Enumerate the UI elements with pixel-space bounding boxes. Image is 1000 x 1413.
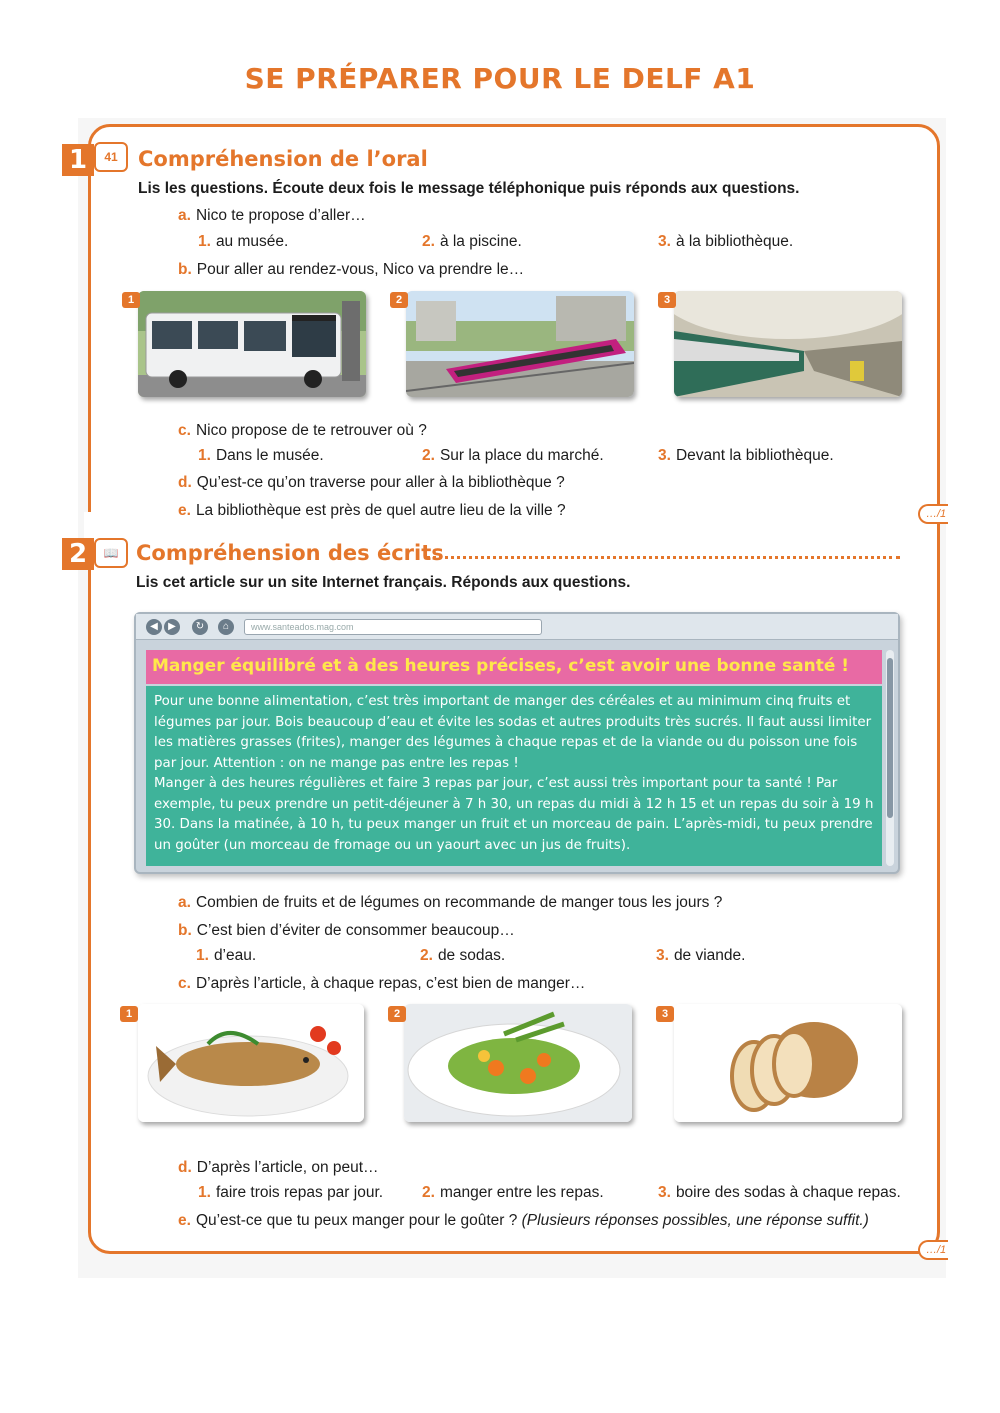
book-icon: 📖	[94, 538, 128, 568]
photo-badge-1: 1	[122, 292, 140, 308]
section-1-title: Compréhension de l’oral	[138, 147, 428, 171]
photo-badge-2: 2	[390, 292, 408, 308]
section-2-instruction: Lis cet article sur un site Internet français. Réponds aux questions.	[136, 574, 631, 591]
option-1c-3[interactable]: 3. Devant la bibliothèque.	[658, 447, 834, 464]
option-1a-2[interactable]: 2. à la piscine.	[422, 233, 522, 250]
article-paragraph-1: Pour une bonne alimentation, c’est très important de manger des céréales et au minimum cinq fruits et légumes par jour. Bois beaucoup d’eau et évite les sodas et autres produits très sucrés. Il faut aussi limiter les matières grasses (frites), manger des légumes à chaque repas et de la viande ou du poisson une fois par jour. Attention : on ne mange pas entre les repas !	[154, 694, 872, 771]
question-2e-note: (Plusieurs réponses possibles, une réponse suffit.)	[521, 1212, 869, 1229]
vegetables-photo[interactable]	[404, 1004, 632, 1122]
bread-photo[interactable]	[674, 1004, 902, 1122]
question-2a: a. Combien de fruits et de légumes on recommande de manger tous les jours ?	[178, 894, 723, 911]
browser-toolbar	[136, 614, 898, 640]
question-1e: e. La bibliothèque est près de quel autre lieu de la ville ?	[178, 502, 566, 519]
article-scrollbar[interactable]	[886, 650, 894, 866]
section-1-score: …/1	[918, 504, 948, 524]
photo-badge-3: 3	[658, 292, 676, 308]
home-icon[interactable]: ⌂	[218, 619, 234, 635]
question-1b: b. Pour aller au rendez-vous, Nico va prendre le…	[178, 261, 525, 278]
option-2d-3[interactable]: 3. boire des sodas à chaque repas.	[658, 1184, 901, 1201]
refresh-icon[interactable]: ↻	[192, 619, 208, 635]
question-1a: a. Nico te propose d’aller…	[178, 207, 366, 224]
forward-icon[interactable]: ▶	[164, 619, 180, 635]
question-1d: d. Qu’est-ce qu’on traverse pour aller à la bibliothèque ?	[178, 474, 565, 491]
fish-photo[interactable]	[138, 1004, 364, 1122]
section-2-title: Compréhension des écrits	[136, 541, 444, 565]
section-2-number: 2	[62, 538, 94, 570]
audio-track-icon	[94, 142, 128, 172]
tram-photo[interactable]	[406, 291, 634, 397]
page-title: SE PRÉPARER POUR LE DELF A1	[244, 62, 756, 95]
scrollbar-thumb[interactable]	[887, 658, 893, 818]
question-1c: c. Nico propose de te retrouver où ?	[178, 422, 427, 439]
article-body	[146, 686, 882, 866]
section-1-instruction: Lis les questions. Écoute deux fois le message téléphonique puis réponds aux questions.	[138, 180, 800, 197]
audio-track-number: 41	[104, 150, 118, 164]
option-2d-1[interactable]: 1. faire trois repas par jour.	[198, 1184, 384, 1201]
section-1-number: 1	[62, 144, 94, 176]
question-2d: d. D’après l’article, on peut…	[178, 1159, 379, 1176]
question-2e: e. Qu’est-ce que tu peux manger pour le goûter ? (Plusieurs réponses possibles, une réponse suffit.)	[178, 1212, 869, 1229]
option-1a-1[interactable]: 1. au musée.	[198, 233, 289, 250]
photo-badge-2: 2	[388, 1006, 406, 1022]
back-icon[interactable]: ◀	[146, 619, 162, 635]
option-2d-2[interactable]: 2. manger entre les repas.	[422, 1184, 604, 1201]
option-1a-3[interactable]: 3. à la bibliothèque.	[658, 233, 794, 250]
bus-photo[interactable]	[138, 291, 366, 397]
option-2b-3[interactable]: 3. de viande.	[656, 947, 746, 964]
browser-window	[134, 612, 900, 874]
address-bar[interactable]: www.santeados.mag.com	[244, 619, 542, 635]
metro-photo[interactable]	[674, 291, 902, 397]
section-2-divider	[426, 556, 900, 559]
section-2-score: …/1	[918, 1240, 948, 1260]
article-paragraph-2: Manger à des heures régulières et faire 3 repas par jour, c’est aussi très important pour ta santé ! Par exemple, tu peux prendre un petit-déjeuner à 7 h 30, un repas du midi à 12 h 15 et un repas du soir à 19 h 30. Dans la matinée, à 10 h, tu peux manger un fruit et un morceau de pain. L’après-midi, tu peux prendre un goûter (un morceau de fromage ou un yaourt avec un jus de fruits).	[154, 776, 874, 853]
article-title: Manger équilibré et à des heures précises, c’est avoir une bonne santé !	[146, 650, 882, 684]
photo-badge-1: 1	[120, 1006, 138, 1022]
question-2c: c. D’après l’article, à chaque repas, c’est bien de manger…	[178, 975, 586, 992]
photo-badge-3: 3	[656, 1006, 674, 1022]
option-2b-1[interactable]: 1. d’eau.	[196, 947, 257, 964]
question-2b: b. C’est bien d’éviter de consommer beaucoup…	[178, 922, 515, 939]
option-2b-2[interactable]: 2. de sodas.	[420, 947, 506, 964]
option-1c-1[interactable]: 1. Dans le musée.	[198, 447, 324, 464]
option-1c-2[interactable]: 2. Sur la place du marché.	[422, 447, 604, 464]
